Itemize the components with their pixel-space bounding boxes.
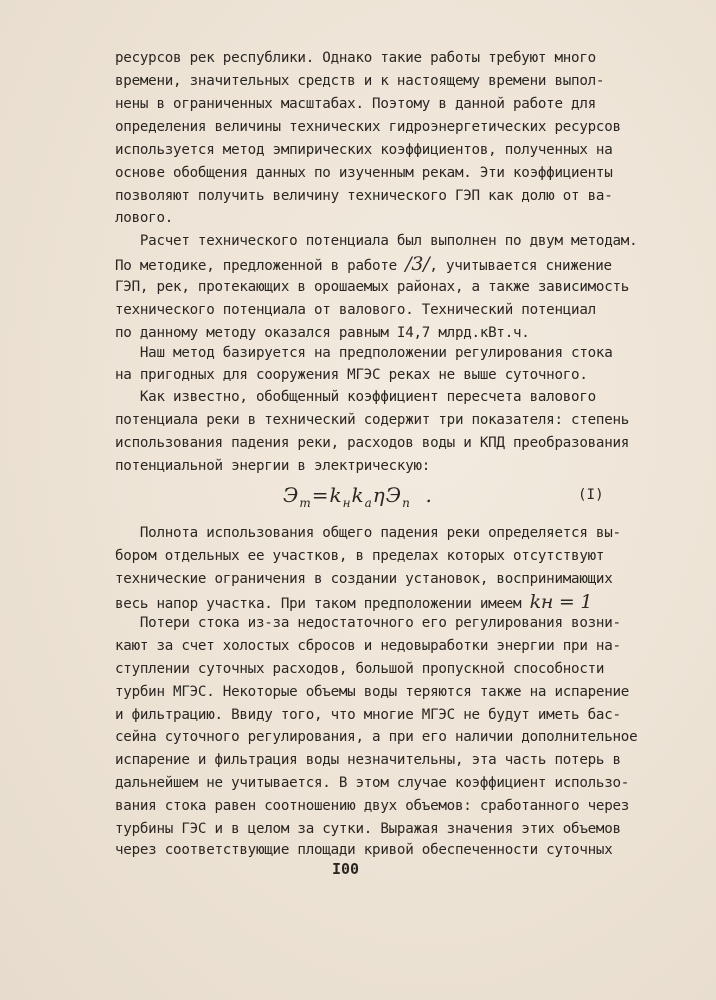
formula-symbol: η bbox=[372, 483, 386, 507]
text-line: турбины ГЭС и в целом за сутки. Выражая значения этих объемов bbox=[115, 821, 621, 837]
text-line: бором отдельных ее участков, в пределах которых отсутствуют bbox=[115, 548, 605, 564]
text-line-with-formula bbox=[115, 592, 592, 614]
text-line: использования падения реки, расходов воды и КПД преобразования bbox=[115, 435, 630, 451]
text-line: Потери стока из-за недостаточного его регулирования возни- bbox=[115, 615, 621, 631]
equation bbox=[283, 483, 433, 510]
text-line: Как известно, обобщенный коэффициент пересчета валового bbox=[115, 389, 596, 405]
text-line: ГЭП, рек, протекающих в орошаемых районах, а также зависимость bbox=[115, 279, 630, 295]
formula-symbol: k bbox=[329, 483, 343, 507]
text-line: времени, значительных средств и к настоящему времени выпол- bbox=[115, 73, 605, 89]
text-line: Полнота использования общего падения реки определяется вы- bbox=[115, 525, 621, 541]
text-line-with-reference bbox=[115, 254, 612, 276]
text-line: технического потенциала от валового. Технический потенциал bbox=[115, 302, 596, 318]
formula-symbol: . bbox=[425, 483, 433, 507]
formula-symbol: k bbox=[351, 483, 365, 507]
text-line: через соответствующие площади кривой обеспеченности суточных bbox=[115, 842, 613, 858]
formula-subscript: н bbox=[342, 496, 352, 510]
text-segment: По методике, предложенной в работе bbox=[115, 258, 406, 274]
reference-mark: /3/ bbox=[405, 253, 430, 275]
text-line: ресурсов рек республики. Однако такие работы требуют много bbox=[115, 50, 596, 66]
text-line: лового. bbox=[115, 210, 174, 226]
text-line: вания стока равен соотношению двух объемов: сработанного через bbox=[115, 798, 630, 814]
inline-formula: kн = 1 bbox=[529, 591, 593, 613]
formula-subscript: п bbox=[402, 496, 411, 510]
text-line: технические ограничения в создании установок, воспринимающих bbox=[115, 571, 613, 587]
page-number: I00 bbox=[332, 860, 360, 878]
text-line: дальнейшем не учитывается. В этом случае коэффициент использо- bbox=[115, 775, 630, 791]
formula-subscript: а bbox=[364, 496, 373, 510]
text-line: на пригодных для сооружения МГЭС реках не выше суточного. bbox=[115, 367, 588, 383]
formula-symbol: Э bbox=[385, 483, 403, 507]
text-line: используется метод эмпирических коэффициентов, полученных на bbox=[115, 142, 613, 158]
text-line: и фильтрацию. Ввиду того, что многие МГЭС не будут иметь бас- bbox=[115, 707, 621, 723]
text-line: позволяют получить величину технического ГЭП как долю от ва- bbox=[115, 188, 613, 204]
text-line: ступлении суточных расходов, большой пропускной способности bbox=[115, 661, 605, 677]
text-line: испарение и фильтрация воды незначительны, эта часть потерь в bbox=[115, 752, 621, 768]
text-line: нены в ограниченных масштабах. Поэтому в данной работе для bbox=[115, 96, 596, 112]
equation-number: (I) bbox=[578, 487, 604, 503]
text-segment: , учитывается снижение bbox=[429, 258, 612, 274]
formula-symbol: = bbox=[311, 483, 330, 507]
text-line: Наш метод базируется на предположении регулирования стока bbox=[115, 345, 613, 361]
text-line: сейна суточного регулирования, а при его наличии дополнительное bbox=[115, 729, 638, 745]
text-line: Расчет технического потенциала был выполнен по двум методам. bbox=[115, 233, 638, 249]
text-line: потенциальной энергии в электрическую: bbox=[115, 458, 431, 474]
text-segment: весь напор участка. При таком предположении имеем bbox=[115, 596, 530, 612]
formula-symbol: Э bbox=[283, 483, 300, 507]
text-line: по данному методу оказался равным I4,7 млрд.кВт.ч. bbox=[115, 325, 530, 341]
text-line: определения величины технических гидроэнергетических ресурсов bbox=[115, 119, 621, 135]
formula-subscript: т bbox=[299, 496, 312, 510]
text-line: турбин МГЭС. Некоторые объемы воды теряются также на испарение bbox=[115, 684, 630, 700]
text-line: кают за счет холостых сбросов и недовыработки энергии при на- bbox=[115, 638, 621, 654]
text-line: основе обобщения данных по изученным рекам. Эти коэффициенты bbox=[115, 165, 613, 181]
text-line: потенциала реки в технический содержит три показателя: степень bbox=[115, 412, 630, 428]
